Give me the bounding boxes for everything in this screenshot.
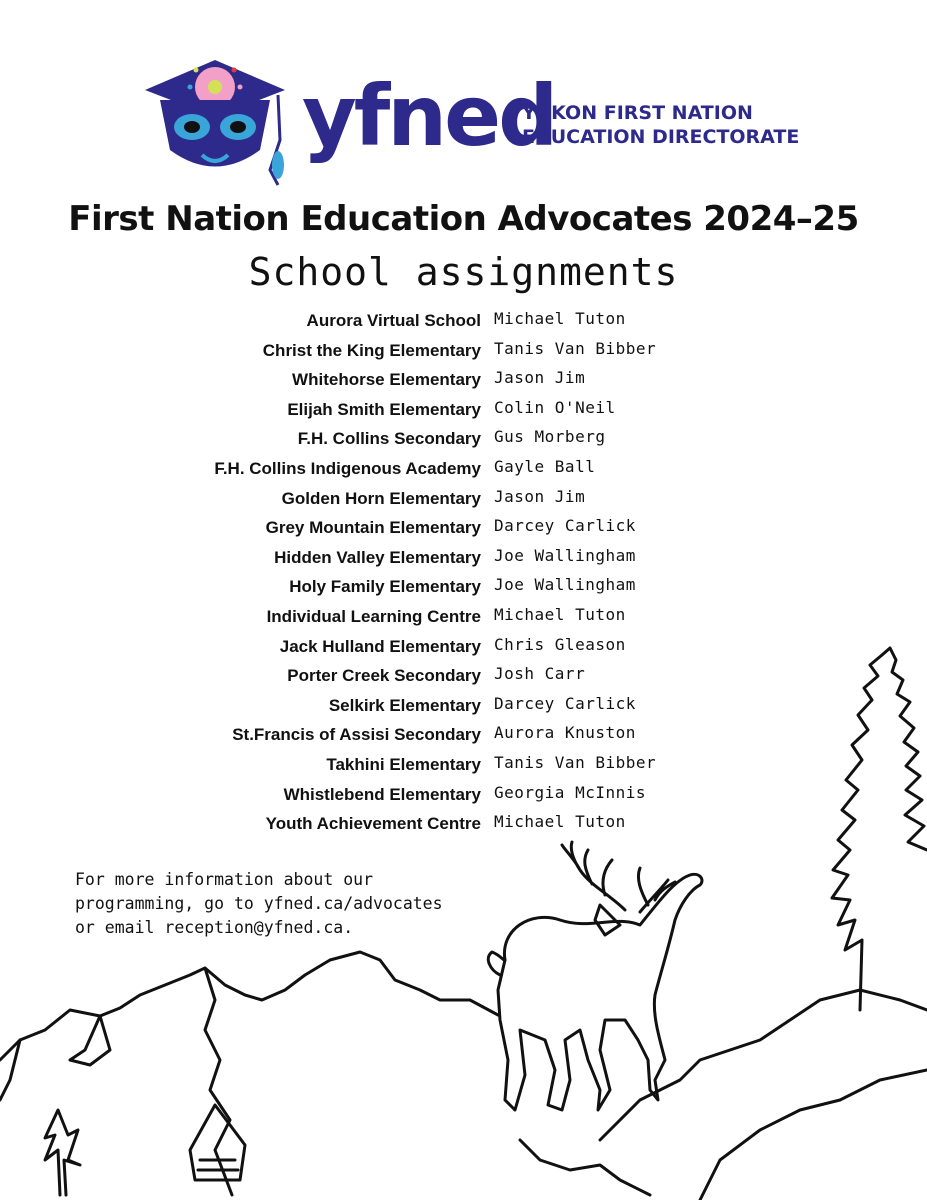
school-name: Whitehorse Elementary [292, 370, 481, 390]
advocate-name: Aurora Knuston [494, 723, 636, 743]
school-name: F.H. Collins Secondary [297, 429, 481, 449]
footer-line: For more information about our [75, 870, 374, 889]
advocate-name: Darcey Carlick [494, 693, 636, 713]
org-name-line2: EDUCATION DIRECTORATE [522, 126, 800, 148]
org-name-line1: YUKON FIRST NATION [522, 102, 753, 124]
assignment-row [0, 809, 927, 839]
school-name: Jack Hulland Elementary [279, 636, 481, 656]
school-name: F.H. Collins Indigenous Academy [214, 458, 481, 478]
assignment-row [0, 602, 927, 632]
school-name: Grey Mountain Elementary [265, 518, 481, 538]
advocate-name: Chris Gleason [494, 634, 626, 654]
advocate-name: Tanis Van Bibber [494, 752, 657, 772]
assignment-row [0, 395, 927, 425]
yfned-logo-emblem [140, 55, 290, 190]
school-name: Hidden Valley Elementary [274, 547, 481, 567]
advocate-name: Joe Wallingham [494, 545, 636, 565]
advocate-name: Michael Tuton [494, 812, 626, 832]
advocate-name: Josh Carr [494, 664, 586, 684]
assignment-row [0, 780, 927, 810]
school-name: Whistlebend Elementary [283, 784, 481, 804]
advocate-name: Darcey Carlick [494, 516, 636, 536]
school-name: Youth Achievement Centre [265, 814, 481, 834]
school-name: Individual Learning Centre [266, 606, 481, 626]
caribou-antler-left [562, 842, 625, 910]
assignment-row [0, 691, 927, 721]
advocate-name: Gayle Ball [494, 456, 596, 476]
school-name: Holy Family Elementary [289, 577, 481, 597]
school-name: St.Francis of Assisi Secondary [232, 725, 481, 745]
assignment-row [0, 572, 927, 602]
advocate-name: Jason Jim [494, 486, 586, 506]
page-subtitle: School assignments [248, 250, 679, 294]
school-name: Christ the King Elementary [262, 340, 481, 360]
school-name: Golden Horn Elementary [281, 488, 481, 508]
footer-line: programming, go to yfned.ca/advocates [75, 894, 443, 913]
advocate-name: Michael Tuton [494, 604, 626, 624]
assignment-row [0, 720, 927, 750]
school-name: Aurora Virtual School [306, 311, 481, 330]
school-name: Porter Creek Secondary [287, 666, 481, 686]
caribou-tail [488, 952, 505, 975]
advocate-name: Joe Wallingham [494, 575, 636, 595]
advocate-name: Colin O'Neil [494, 397, 616, 417]
advocate-name: Jason Jim [494, 368, 586, 388]
advocate-name: Gus Morberg [494, 427, 606, 447]
assignment-row [0, 454, 927, 484]
mountain-ridge-lines [205, 968, 232, 1195]
assignment-row [0, 750, 927, 780]
advocate-name: Georgia McInnis [494, 782, 646, 802]
assignment-row [0, 306, 927, 336]
yfned-wordmark: yfned [302, 67, 556, 165]
org-name [522, 101, 799, 149]
assignment-list [0, 306, 927, 839]
school-name: Selkirk Elementary [328, 695, 481, 715]
footer-note [75, 868, 555, 940]
small-tree [45, 1110, 80, 1195]
footer-line: or email reception@yfned.ca. [75, 918, 354, 937]
assignment-row [0, 336, 927, 366]
assignment-row [0, 661, 927, 691]
assignment-row [0, 484, 927, 514]
assignment-row [0, 513, 927, 543]
advocate-name: Michael Tuton [494, 309, 626, 328]
school-name: Elijah Smith Elementary [287, 399, 481, 419]
advocate-name: Tanis Van Bibber [494, 338, 657, 358]
school-name: Takhini Elementary [326, 754, 481, 774]
assignment-row [0, 424, 927, 454]
page-title: First Nation Education Advocates 2024–25 [68, 199, 859, 239]
right-hills [600, 990, 927, 1140]
assignment-row [0, 632, 927, 662]
assignment-row [0, 543, 927, 573]
assignment-row [0, 365, 927, 395]
caribou-antler-right [638, 868, 675, 912]
mountain-range [0, 952, 498, 1060]
